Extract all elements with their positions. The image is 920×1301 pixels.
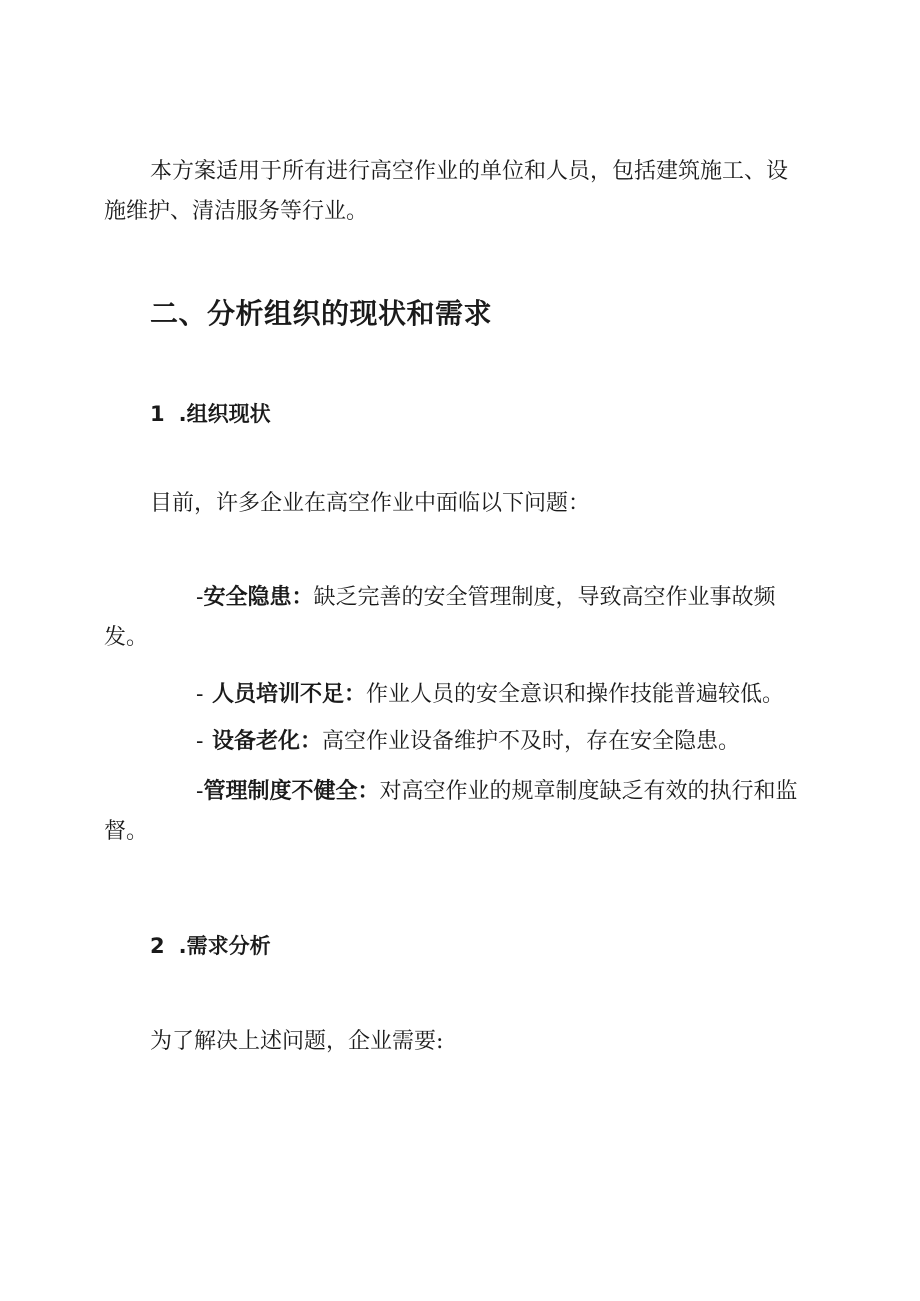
list-item [104, 578, 804, 658]
list-item-desc: 缺乏完善的安全管理制度，导致高空作业事故频发。 [104, 585, 776, 650]
lead-text: 为了解决上述问题，企业需要: [150, 1029, 444, 1054]
list-item-desc: 作业人员的安全意识和操作技能普遍较低。 [366, 682, 785, 707]
lead-paragraph-2 [104, 1022, 804, 1062]
list-item-desc: 高空作业设备维护不及时，存在安全隐患。 [322, 729, 741, 754]
list-dash: - [196, 682, 204, 707]
subsection-number: 2 [150, 934, 165, 958]
subsection-title: .组织现状 [178, 402, 271, 426]
section-heading: 二、分析组织的现状和需求 [150, 297, 493, 330]
list-item-term: 安全隐患： [203, 585, 314, 610]
list-item [104, 675, 804, 715]
list-item-term: 人员培训不足： [212, 682, 367, 707]
subsection-number: 1 [150, 402, 165, 426]
list-item-term: 设备老化： [212, 729, 323, 754]
intro-text: 本方案适用于所有进行高空作业的单位和人员，包括建筑施工、设施维护、清洁服务等行业。 [104, 159, 789, 224]
subsection-title: .需求分析 [178, 934, 271, 958]
list-dash: - [196, 729, 204, 754]
list-dash: - [196, 779, 204, 804]
list-item-desc: 对高空作业的规章制度缺乏有效的执行和监督。 [104, 779, 798, 844]
subsection-heading-2 [150, 930, 271, 960]
list-item [104, 722, 804, 762]
list-dash: - [196, 585, 204, 610]
list-item [104, 772, 804, 852]
subsection-heading-1 [150, 398, 271, 428]
intro-paragraph [104, 152, 804, 232]
list-item-term: 管理制度不健全： [203, 779, 380, 804]
lead-paragraph-1 [104, 484, 804, 524]
lead-text: 目前，许多企业在高空作业中面临以下问题： [150, 491, 591, 516]
